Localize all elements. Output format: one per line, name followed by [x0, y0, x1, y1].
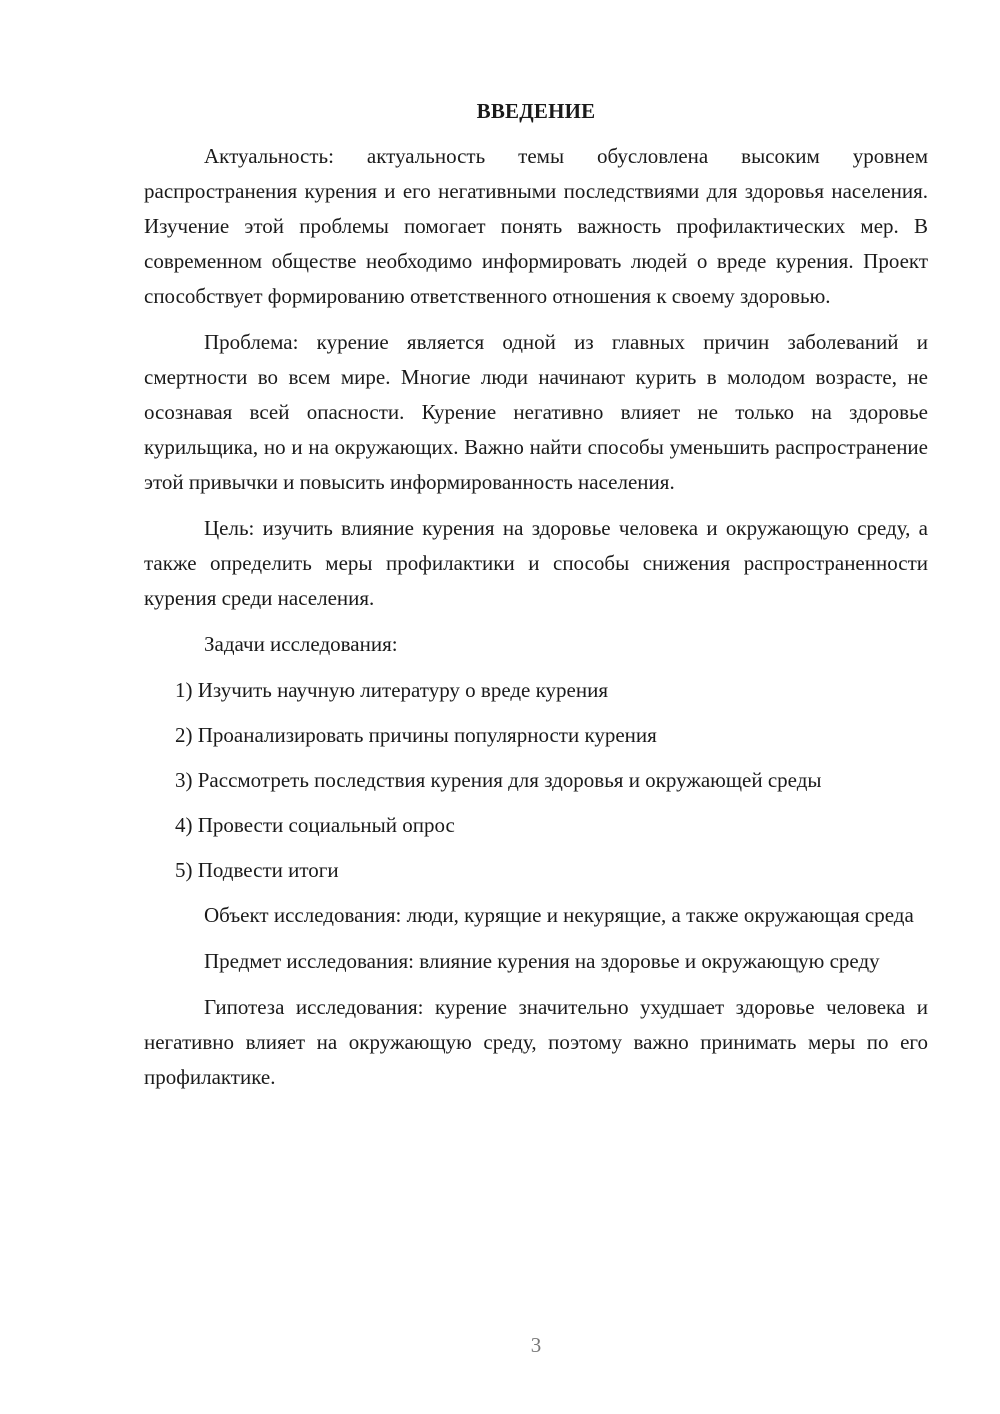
- paragraph-goal: Цель: изучить влияние курения на здоровье человека и окружающую среду, а также определить меры профилактики и способы снижения распространенности курения среди населения.: [144, 516, 928, 610]
- paragraph-tasks-intro: Задачи исследования:: [204, 632, 398, 656]
- task-item: 2) Проанализировать причины популярности курения: [175, 723, 657, 747]
- page-content: [144, 94, 928, 1106]
- task-item: 5) Подвести итоги: [175, 858, 339, 882]
- page-number: 3: [530, 1333, 542, 1357]
- paragraph-object: Объект исследования: люди, курящие и некурящие, а также окружающая среда: [204, 903, 914, 927]
- paragraph-problem: Проблема: курение является одной из главных причин заболеваний и смертности во всем мире. Многие люди начинают курить в молодом возрасте, не осознавая всей опасности. Курение негативно влияет не только на здоровье курильщика, но и на окружающих. Важно найти способы уменьшить распространение этой привычки и повысить информированность населения.: [144, 330, 928, 494]
- paragraph-relevance: Актуальность: актуальность темы обусловлена высоким уровнем распространения курения и его негативными последствиями для здоровья населения. Изучение этой проблемы помогает понять важность профилактических мер. В современном обществе необходимо информировать людей о вреде курения. Проект способствует формированию ответственного отношения к своему здоровью.: [144, 144, 928, 308]
- paragraph-hypothesis: Гипотеза исследования: курение значительно ухудшает здоровье человека и негативно влияет на окружающую среду, поэтому важно принимать меры по его профилактике.: [144, 995, 928, 1089]
- task-item: 3) Рассмотреть последствия курения для здоровья и окружающей среды: [175, 768, 822, 792]
- paragraph-subject: Предмет исследования: влияние курения на здоровье и окружающую среду: [204, 949, 880, 973]
- task-item: 4) Провести социальный опрос: [175, 813, 455, 837]
- task-item: 1) Изучить научную литературу о вреде курения: [175, 678, 608, 702]
- section-heading: ВВЕДЕНИЕ: [476, 99, 596, 123]
